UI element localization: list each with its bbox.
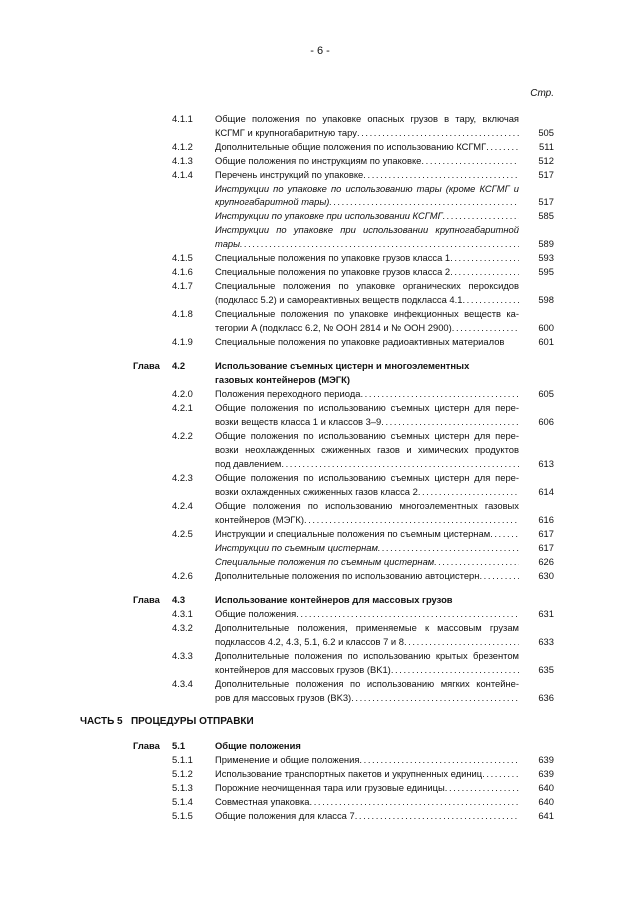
section-title <box>215 796 519 808</box>
section-title <box>215 754 519 766</box>
section-title-text: Перечень инструкций по упаковке <box>215 169 364 180</box>
toc-entry <box>0 308 640 320</box>
dot-leader <box>391 664 519 676</box>
section-title-text: Инструкции и специальные положения по съемным цистернам <box>215 528 491 539</box>
section-title <box>215 238 519 250</box>
page-ref: 633 <box>538 636 554 647</box>
section-title-text: контейнеров (МЭГК) <box>215 514 304 525</box>
page-ref: 598 <box>538 294 554 305</box>
page-column-header: Стр. <box>530 88 554 99</box>
toc-entry <box>0 650 640 662</box>
section-title-text: Дополнительные положения по использованию автоцистерн <box>215 570 480 581</box>
section-title: Общие положения по упаковке опасных грузов в тару, включая <box>215 113 519 124</box>
page-ref: 640 <box>538 782 554 793</box>
section-number: 4.2.2 <box>172 430 193 441</box>
page-ref: 511 <box>539 141 554 152</box>
section-title-text: КСГМГ и крупногабаритную тару <box>215 127 357 138</box>
toc-entry <box>0 388 640 400</box>
section-title-text: возки охлажденных сжиженных газов класса 2 <box>215 486 418 497</box>
chapter-label: Глава <box>133 360 160 371</box>
toc-entry <box>0 716 640 728</box>
toc-entry <box>0 169 640 181</box>
section-number: 4.1.3 <box>172 155 193 166</box>
toc-entry <box>0 280 640 292</box>
page-ref: 639 <box>538 754 554 765</box>
section-number: 4.3.4 <box>172 678 193 689</box>
section-number: 5.1.1 <box>172 754 193 765</box>
section-title-text: Специальные положения по упаковке грузов класса 2 <box>215 266 451 277</box>
section-title-text: Специальные положения по упаковке грузов класса 1 <box>215 252 451 263</box>
page-ref: 601 <box>538 336 554 347</box>
section-title <box>215 528 519 540</box>
page-ref: 517 <box>538 196 554 207</box>
dot-leader <box>329 196 519 208</box>
section-title-text: подклассов 4.2, 4.3, 5.1, 6.2 и классов 7 и 8 <box>215 636 404 647</box>
toc-entry <box>0 754 640 766</box>
section-title-text: Порожние неочищенная тара или грузовые единицы <box>215 782 445 793</box>
section-title: Использование съемных цистерн и многоэлементных <box>215 360 470 371</box>
section-title-text: Использование транспортных пакетов и укрупненных единиц <box>215 768 483 779</box>
dot-leader <box>482 768 519 780</box>
toc-entry <box>0 556 640 568</box>
toc-entry <box>0 127 640 139</box>
page-ref: 595 <box>538 266 554 277</box>
section-title: Инструкции по упаковке по использованию тары (кроме КСГМГ и <box>215 183 519 194</box>
section-title <box>215 388 519 400</box>
page-ref: 512 <box>538 155 554 166</box>
chapter-label: Глава <box>133 594 160 605</box>
section-number: 4.2.4 <box>172 500 193 511</box>
section-title-text: Общие положения для класса 7 <box>215 810 355 821</box>
page-ref: 614 <box>538 486 554 497</box>
section-number: 4.2.6 <box>172 570 193 581</box>
page-ref: 617 <box>538 528 554 539</box>
section-title: Специальные положения по упаковке органических пероксидов <box>215 280 519 291</box>
dot-leader <box>434 556 519 568</box>
dot-leader <box>296 608 519 620</box>
toc-entry <box>0 444 640 456</box>
section-title: Дополнительные положения по использованию крытых брезентом <box>215 650 519 661</box>
section-title-text: тары <box>215 238 241 249</box>
toc-entry <box>0 336 640 348</box>
dot-leader <box>309 796 519 808</box>
toc-entry <box>0 782 640 794</box>
page-ref: 605 <box>538 388 554 399</box>
page-ref: 589 <box>538 238 554 249</box>
section-number: 4.1.6 <box>172 266 193 277</box>
section-title-text: Дополнительные общие положения по использованию КСГМГ <box>215 141 487 152</box>
section-number: 4.2.5 <box>172 528 193 539</box>
section-title <box>215 322 519 334</box>
toc-entry <box>0 664 640 676</box>
toc-entry <box>0 294 640 306</box>
page-ref: 626 <box>538 556 554 567</box>
toc-entry <box>0 196 640 208</box>
page-ref: 617 <box>538 542 554 553</box>
section-title: Общие положения по использованию съемных цистерн для пере- <box>215 472 519 483</box>
dot-leader <box>404 636 519 648</box>
toc-entry <box>0 622 640 634</box>
section-title <box>215 664 519 676</box>
toc-entry <box>0 472 640 484</box>
section-title-text: Общие положения по инструкциям по упаковке <box>215 155 422 166</box>
section-number: 4.2.0 <box>172 388 193 399</box>
toc-entry <box>0 594 640 606</box>
dot-leader <box>421 155 519 167</box>
dot-leader <box>304 514 519 526</box>
dot-leader <box>452 322 519 334</box>
section-title-text: под давлением <box>215 458 282 469</box>
section-number: 4.1.5 <box>172 252 193 263</box>
page-ref: 600 <box>538 322 554 333</box>
page-ref: 606 <box>538 416 554 427</box>
toc-entry <box>0 570 640 582</box>
dot-leader <box>462 294 519 306</box>
section-title: газовых контейнеров (МЭГК) <box>215 374 350 385</box>
page-ref: 641 <box>538 810 554 821</box>
page-ref: 505 <box>538 127 554 138</box>
dot-leader <box>450 266 519 278</box>
section-title-text: ров для массовых грузов (BK3) <box>215 692 352 703</box>
toc-entry <box>0 360 640 372</box>
section-title: Общие положения по использованию многоэлементных газовых <box>215 500 519 511</box>
section-title-text: (подкласс 5.2) и самореактивных веществ подкласса 4.1 <box>215 294 463 305</box>
section-number: 5.1.2 <box>172 768 193 779</box>
section-number: 4.2.1 <box>172 402 193 413</box>
page-ref: 585 <box>538 210 554 221</box>
section-title: Специальные положения по упаковке инфекционных веществ ка- <box>215 308 519 319</box>
section-title-text: Специальные положения по съемным цистернам <box>215 556 435 567</box>
toc-entry <box>0 374 640 386</box>
toc-entry <box>0 252 640 264</box>
chapter-label: Глава <box>133 740 160 751</box>
section-title <box>215 266 519 278</box>
dot-leader <box>450 252 519 264</box>
toc-entry <box>0 183 640 195</box>
section-title-text: контейнеров для массовых грузов (BK1) <box>215 664 391 675</box>
section-number: 4.1.1 <box>172 113 193 124</box>
section-title <box>215 486 519 498</box>
section-number: 4.1.9 <box>172 336 193 347</box>
toc-entry <box>0 210 640 222</box>
toc-entry <box>0 402 640 414</box>
section-title: Общие положения по использованию съемных цистерн для пере- <box>215 402 519 413</box>
dot-leader <box>381 416 519 428</box>
dot-leader <box>445 782 519 794</box>
page-ref: 593 <box>538 252 554 263</box>
section-title <box>215 196 519 208</box>
toc-entry <box>0 486 640 498</box>
page-ref: 616 <box>538 514 554 525</box>
part-heading: ЧАСТЬ 5 ПРОЦЕДУРЫ ОТПРАВКИ <box>80 716 254 727</box>
toc-entry <box>0 542 640 554</box>
section-number: 4.2.3 <box>172 472 193 483</box>
section-title: Дополнительные положения, применяемые к массовым грузам <box>215 622 519 633</box>
section-title <box>215 294 519 306</box>
section-title <box>215 570 519 582</box>
section-title <box>215 252 519 264</box>
section-title <box>215 692 519 704</box>
page-ref: 635 <box>538 664 554 675</box>
toc-entry <box>0 528 640 540</box>
dot-leader <box>360 388 519 400</box>
page-ref: 631 <box>538 608 554 619</box>
page-number: - 6 - <box>310 45 330 57</box>
section-title: Общие положения по использованию съемных цистерн для пере- <box>215 430 519 441</box>
dot-leader <box>418 486 519 498</box>
toc-entry <box>0 141 640 153</box>
toc-entry <box>0 322 640 334</box>
page-ref: 636 <box>538 692 554 703</box>
section-number: 5.1.3 <box>172 782 193 793</box>
toc-entry <box>0 678 640 690</box>
section-number: 4.1.2 <box>172 141 193 152</box>
section-title <box>215 127 519 139</box>
toc-entry <box>0 692 640 704</box>
dot-leader <box>281 458 519 470</box>
section-title <box>215 768 519 780</box>
toc-entry <box>0 430 640 442</box>
toc-entry <box>0 224 640 236</box>
section-number: 4.1.4 <box>172 169 193 180</box>
section-title-text: Совместная упаковка <box>215 796 310 807</box>
section-title-text: Инструкции по упаковке при использовании КСГМГ <box>215 210 443 221</box>
section-title <box>215 636 519 648</box>
section-number: 5.1 <box>172 740 186 751</box>
section-title-text: возки веществ класса 1 и классов 3–9 <box>215 416 382 427</box>
toc-entry <box>0 768 640 780</box>
toc-entry <box>0 740 640 752</box>
section-number: 4.1.7 <box>172 280 193 291</box>
toc-entry <box>0 810 640 822</box>
section-number: 4.2 <box>172 360 186 371</box>
dot-leader <box>363 169 519 181</box>
section-number: 4.3 <box>172 594 186 605</box>
section-title-text: Общие положения <box>215 608 297 619</box>
toc-entry <box>0 266 640 278</box>
dot-leader <box>378 542 519 554</box>
toc-entry <box>0 636 640 648</box>
section-number: 5.1.4 <box>172 796 193 807</box>
section-title: возки неохлажденных сжиженных газов и химических продуктов <box>215 444 519 455</box>
toc-entry <box>0 113 640 125</box>
page-ref: 640 <box>538 796 554 807</box>
page-ref: 630 <box>538 570 554 581</box>
section-title <box>215 810 519 822</box>
section-title <box>215 416 519 428</box>
dot-leader <box>359 754 519 766</box>
toc-entry <box>0 458 640 470</box>
toc-entry <box>0 238 640 250</box>
toc-entry <box>0 514 640 526</box>
section-title <box>215 556 519 568</box>
section-title: Инструкции по упаковке при использовании крупногабаритной <box>215 224 519 235</box>
section-title <box>215 608 519 620</box>
section-title-text: Положения переходного периода <box>215 388 361 399</box>
section-number: 4.3.2 <box>172 622 193 633</box>
dot-leader <box>490 528 519 540</box>
toc-entry <box>0 796 640 808</box>
section-number: 4.3.1 <box>172 608 193 619</box>
section-title-text: крупногабаритной тары) <box>215 196 330 207</box>
toc-entry <box>0 500 640 512</box>
section-number: 5.1.5 <box>172 810 193 821</box>
section-title: Общие положения <box>215 740 301 751</box>
section-number: 4.3.3 <box>172 650 193 661</box>
dot-leader <box>479 570 519 582</box>
dot-leader <box>355 810 519 822</box>
section-title <box>215 514 519 526</box>
section-title <box>215 169 519 181</box>
dot-leader <box>357 127 519 139</box>
dot-leader <box>486 141 519 153</box>
section-title-text: тегории A (подкласс 6.2, № ООН 2814 и № ООН 2900) <box>215 322 452 333</box>
dot-leader <box>240 238 519 250</box>
page-ref: 517 <box>538 169 554 180</box>
section-title <box>215 155 519 167</box>
toc-entry <box>0 608 640 620</box>
page-ref: 639 <box>538 768 554 779</box>
section-title: Специальные положения по упаковке радиоактивных материалов <box>215 336 505 347</box>
section-title <box>215 458 519 470</box>
section-title: Использование контейнеров для массовых грузов <box>215 594 453 605</box>
toc-entry <box>0 155 640 167</box>
dot-leader <box>443 210 519 222</box>
section-title: Дополнительные положения по использованию мягких контейне- <box>215 678 519 689</box>
section-title <box>215 141 519 153</box>
section-title-text: Применение и общие положения <box>215 754 360 765</box>
toc-entry <box>0 416 640 428</box>
section-title <box>215 782 519 794</box>
section-title <box>215 542 519 554</box>
dot-leader <box>351 692 519 704</box>
section-title <box>215 210 519 222</box>
section-title-text: Инструкции по съемным цистернам <box>215 542 378 553</box>
page-ref: 613 <box>538 458 554 469</box>
section-number: 4.1.8 <box>172 308 193 319</box>
